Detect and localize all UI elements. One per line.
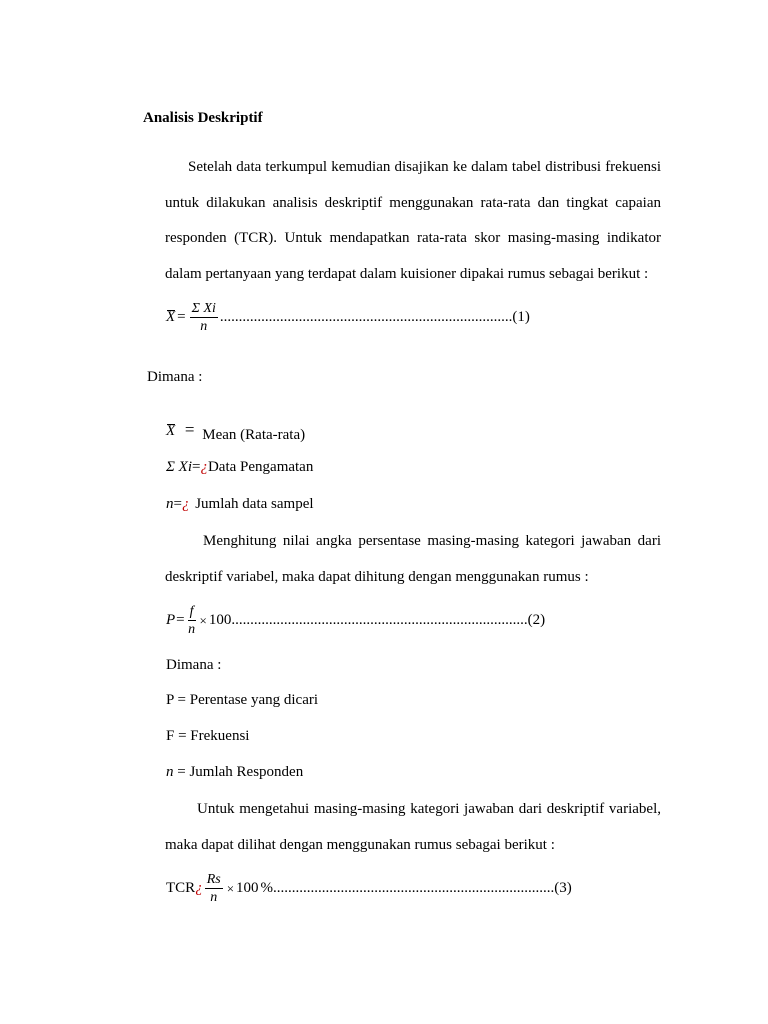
- definition-n: [166, 496, 314, 513]
- formula-number: (3): [554, 880, 572, 896]
- paragraph-line: deskriptif variabel, maka dapat dihitung dengan menggunakan rumus :: [165, 568, 589, 585]
- formula-fraction: [190, 300, 218, 335]
- paragraph-line: dalam pertanyaan yang terdapat dalam kuisioner dipakai rumus sebagai berikut :: [165, 265, 649, 282]
- definition-p: P = Perentase yang dicari: [166, 692, 319, 708]
- n-symbol: n: [166, 764, 174, 780]
- formula-leader-dots: ..............................................................................: [219, 309, 513, 325]
- paragraph-percentage: [165, 532, 661, 603]
- formula-percentage: [166, 603, 545, 638]
- formula-factor: 100: [208, 612, 232, 628]
- formula-number: (1): [512, 309, 530, 325]
- formula-numerator: f: [189, 604, 194, 619]
- formula-percent: %: [260, 880, 274, 896]
- sum-equals: =: [192, 459, 201, 475]
- definition-mean: [166, 420, 306, 443]
- definition-n-responden: [166, 764, 303, 781]
- paragraph-intro: [165, 158, 661, 300]
- formula-denominator: n: [188, 622, 196, 637]
- n-symbol: n: [166, 496, 174, 512]
- formula-lhs: TCR: [166, 880, 196, 896]
- paragraph-line: responden (TCR). Untuk mendapatkan rata-rata skor masing-masing indikator: [165, 230, 661, 246]
- formula-number: (2): [527, 612, 546, 628]
- formula-denominator: n: [200, 319, 208, 334]
- mean-equals: =: [184, 420, 195, 439]
- paragraph-line: Untuk mengetahui masing-masing kategori jawaban dari deskriptif variabel,: [197, 801, 661, 817]
- formula-factor: 100: [236, 880, 259, 896]
- formula-equals: =: [177, 309, 186, 325]
- formula-numerator: Rs: [206, 872, 221, 887]
- formula-fraction: [188, 603, 196, 638]
- sum-symbol: Σ Xi: [166, 459, 192, 475]
- formula-numerator: Σ Xi: [191, 301, 216, 316]
- formula-leader-dots: ...........................................................................: [273, 880, 555, 896]
- formula-leader-dots: ...............................................................................: [231, 612, 528, 628]
- formula-lhs: P: [166, 612, 176, 628]
- formula-times: ×: [226, 880, 235, 896]
- paragraph-line: untuk dilakukan analisis deskriptif menggunakan rata-rata dan tingkat capaian: [165, 194, 661, 211]
- definition-f: F = Frekuensi: [166, 728, 250, 744]
- dimana-label-2: Dimana :: [166, 657, 222, 673]
- formula-times: ×: [199, 612, 207, 628]
- formula-lhs: X: [166, 309, 176, 325]
- formula-denominator: n: [210, 890, 218, 905]
- n-mark: ¿: [181, 496, 190, 512]
- sum-text: Data Pengamatan: [207, 459, 314, 475]
- section-heading: Analisis Deskriptif: [143, 110, 263, 126]
- n-text: Jumlah data sampel: [195, 496, 314, 512]
- dimana-label: Dimana :: [147, 369, 203, 385]
- formula-mean: [166, 300, 530, 335]
- paragraph-line: Setelah data terkumpul kemudian disajikan ke dalam tabel distribusi frekuensi: [188, 159, 661, 175]
- definition-sum: [166, 459, 313, 476]
- formula-mark: ¿: [195, 880, 203, 896]
- paragraph-line: maka dapat dilihat dengan menggunakan rumus sebagai berikut :: [165, 836, 555, 853]
- formula-tcr: [166, 871, 572, 906]
- n-equals: =: [173, 496, 182, 512]
- mean-text: Mean (Rata-rata): [202, 427, 306, 443]
- n-text: = Jumlah Responden: [173, 764, 304, 780]
- paragraph-tcr: [165, 800, 661, 871]
- mean-symbol: X: [166, 423, 176, 439]
- paragraph-line: Menghitung nilai angka persentase masing-masing kategori jawaban dari: [203, 533, 661, 549]
- sum-mark: ¿: [200, 459, 208, 475]
- formula-fraction: [205, 871, 223, 906]
- formula-equals: =: [176, 612, 185, 628]
